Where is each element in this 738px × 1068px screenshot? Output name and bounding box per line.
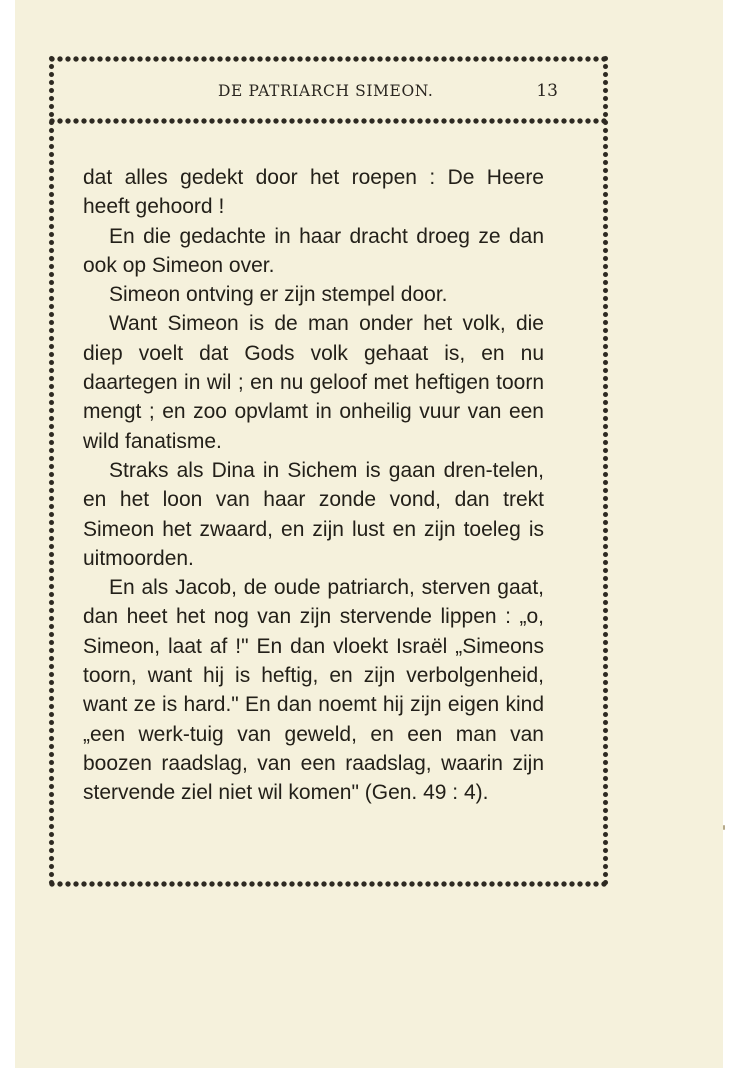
ornamental-border-bottom xyxy=(48,880,609,888)
body-text xyxy=(83,163,544,808)
paragraph: En die gedachte in haar dracht droeg ze dan ook op Simeon over. xyxy=(83,224,544,277)
paragraph: En als Jacob, de oude patriarch, sterven gaat, dan heet het nog van zijn stervende lippen : „o, Simeon, laat af !" En dan vloekt Israël „Simeons toorn, want hij is heftig, en zijn verbolgenheid, want ze is hard." En dan noemt hij zijn eigen kind „een werk-tuig van geweld, en een man van boozen raadslag, van een raadslag, waarin zijn stervende ziel niet wil komen" (Gen. 49 : 4). xyxy=(83,576,544,805)
page-number: 13 xyxy=(536,81,558,101)
paragraph: dat alles gedekt door het roepen : De Heere heeft gehoord ! xyxy=(83,166,544,219)
paragraph: Want Simeon is de man onder het volk, die diep voelt dat Gods volk gehaat is, en nu daartegen in wil ; en nu geloof met heftigen toorn mengt ; en zoo opvlamt in onheilig vuur van een wild fanatisme. xyxy=(83,312,544,453)
paragraph: Simeon ontving er zijn stempel door. xyxy=(109,283,448,307)
running-header xyxy=(55,82,602,108)
ornamental-border-top xyxy=(48,55,609,63)
paragraph: Straks als Dina in Sichem is gaan dren-telen, en het loon van haar zonde vond, dan trekt Simeon het zwaard, en zijn lust en zijn toeleg is uitmoorden. xyxy=(83,458,544,570)
ornamental-border-left xyxy=(48,55,55,888)
running-title: DE PATRIARCH SIMEON. xyxy=(218,82,434,100)
ornamental-border-right xyxy=(602,55,609,888)
paper-speck xyxy=(723,825,725,830)
ornamental-header-rule xyxy=(48,117,609,125)
